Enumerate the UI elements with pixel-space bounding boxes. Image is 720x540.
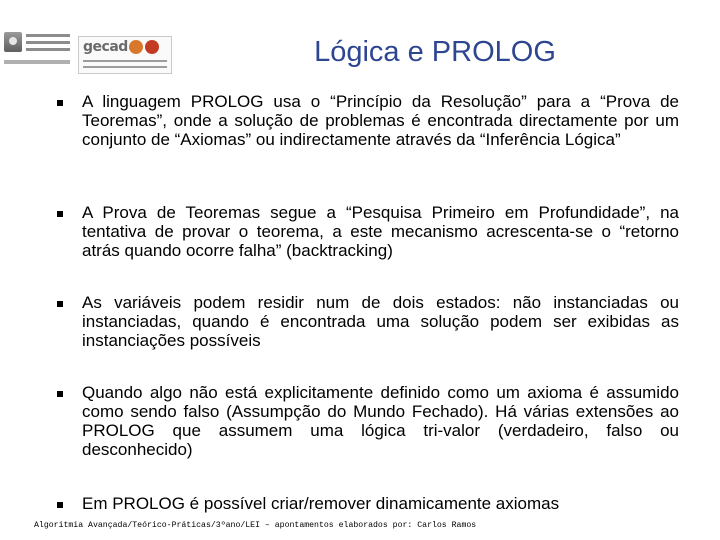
bullet-text: A Prova de Teoremas segue a “Pesquisa Primeiro em Profundidade”, na tentativa de provar o teorema, a este mecanismo acrescenta-se o “retorno atrás quando ocorre falha” (backtracking) — [82, 203, 679, 260]
slide-title: Lógica e PROLOG — [314, 36, 556, 68]
slide-footer: Algoritmia Avançada/Teórico-Práticas/3ºano/LEI – apontamentos elaborados por: Carlos Ramos — [34, 521, 477, 530]
gecad-wordmark: gecad — [83, 39, 128, 55]
bullet-item — [57, 203, 697, 260]
bullet-item — [57, 383, 697, 459]
square-bullet-icon — [57, 301, 63, 307]
square-bullet-icon — [57, 502, 63, 508]
bullet-text: Quando algo não está explicitamente definido como um axioma é assumido como sendo falso (Assumpção do Mundo Fechado). Há várias extensões ao PROLOG que assumem uma lógica tri-valor (verdadeiro, falso ou desconhecido) — [82, 383, 679, 459]
square-bullet-icon — [57, 211, 63, 217]
square-bullet-icon — [57, 391, 63, 397]
bullet-text: As variáveis podem residir num de dois estados: não instanciadas ou instanciadas, quando é encontrada uma solução podem ser exibidas as instanciações possíveis — [82, 293, 679, 350]
square-bullet-icon — [57, 100, 63, 106]
bullet-item — [57, 293, 697, 350]
bullet-text: A linguagem PROLOG usa o “Princípio da Resolução” para a “Prova de Teoremas”, onde a solução de problemas é encontrada directamente por um conjunto de “Axiomas” ou indirectamente através da “Inferência Lógica” — [82, 92, 679, 149]
bullet-item — [57, 92, 697, 149]
bullet-item — [57, 494, 697, 513]
bullet-text: Em PROLOG é possível criar/remover dinamicamente axiomas — [82, 494, 560, 513]
